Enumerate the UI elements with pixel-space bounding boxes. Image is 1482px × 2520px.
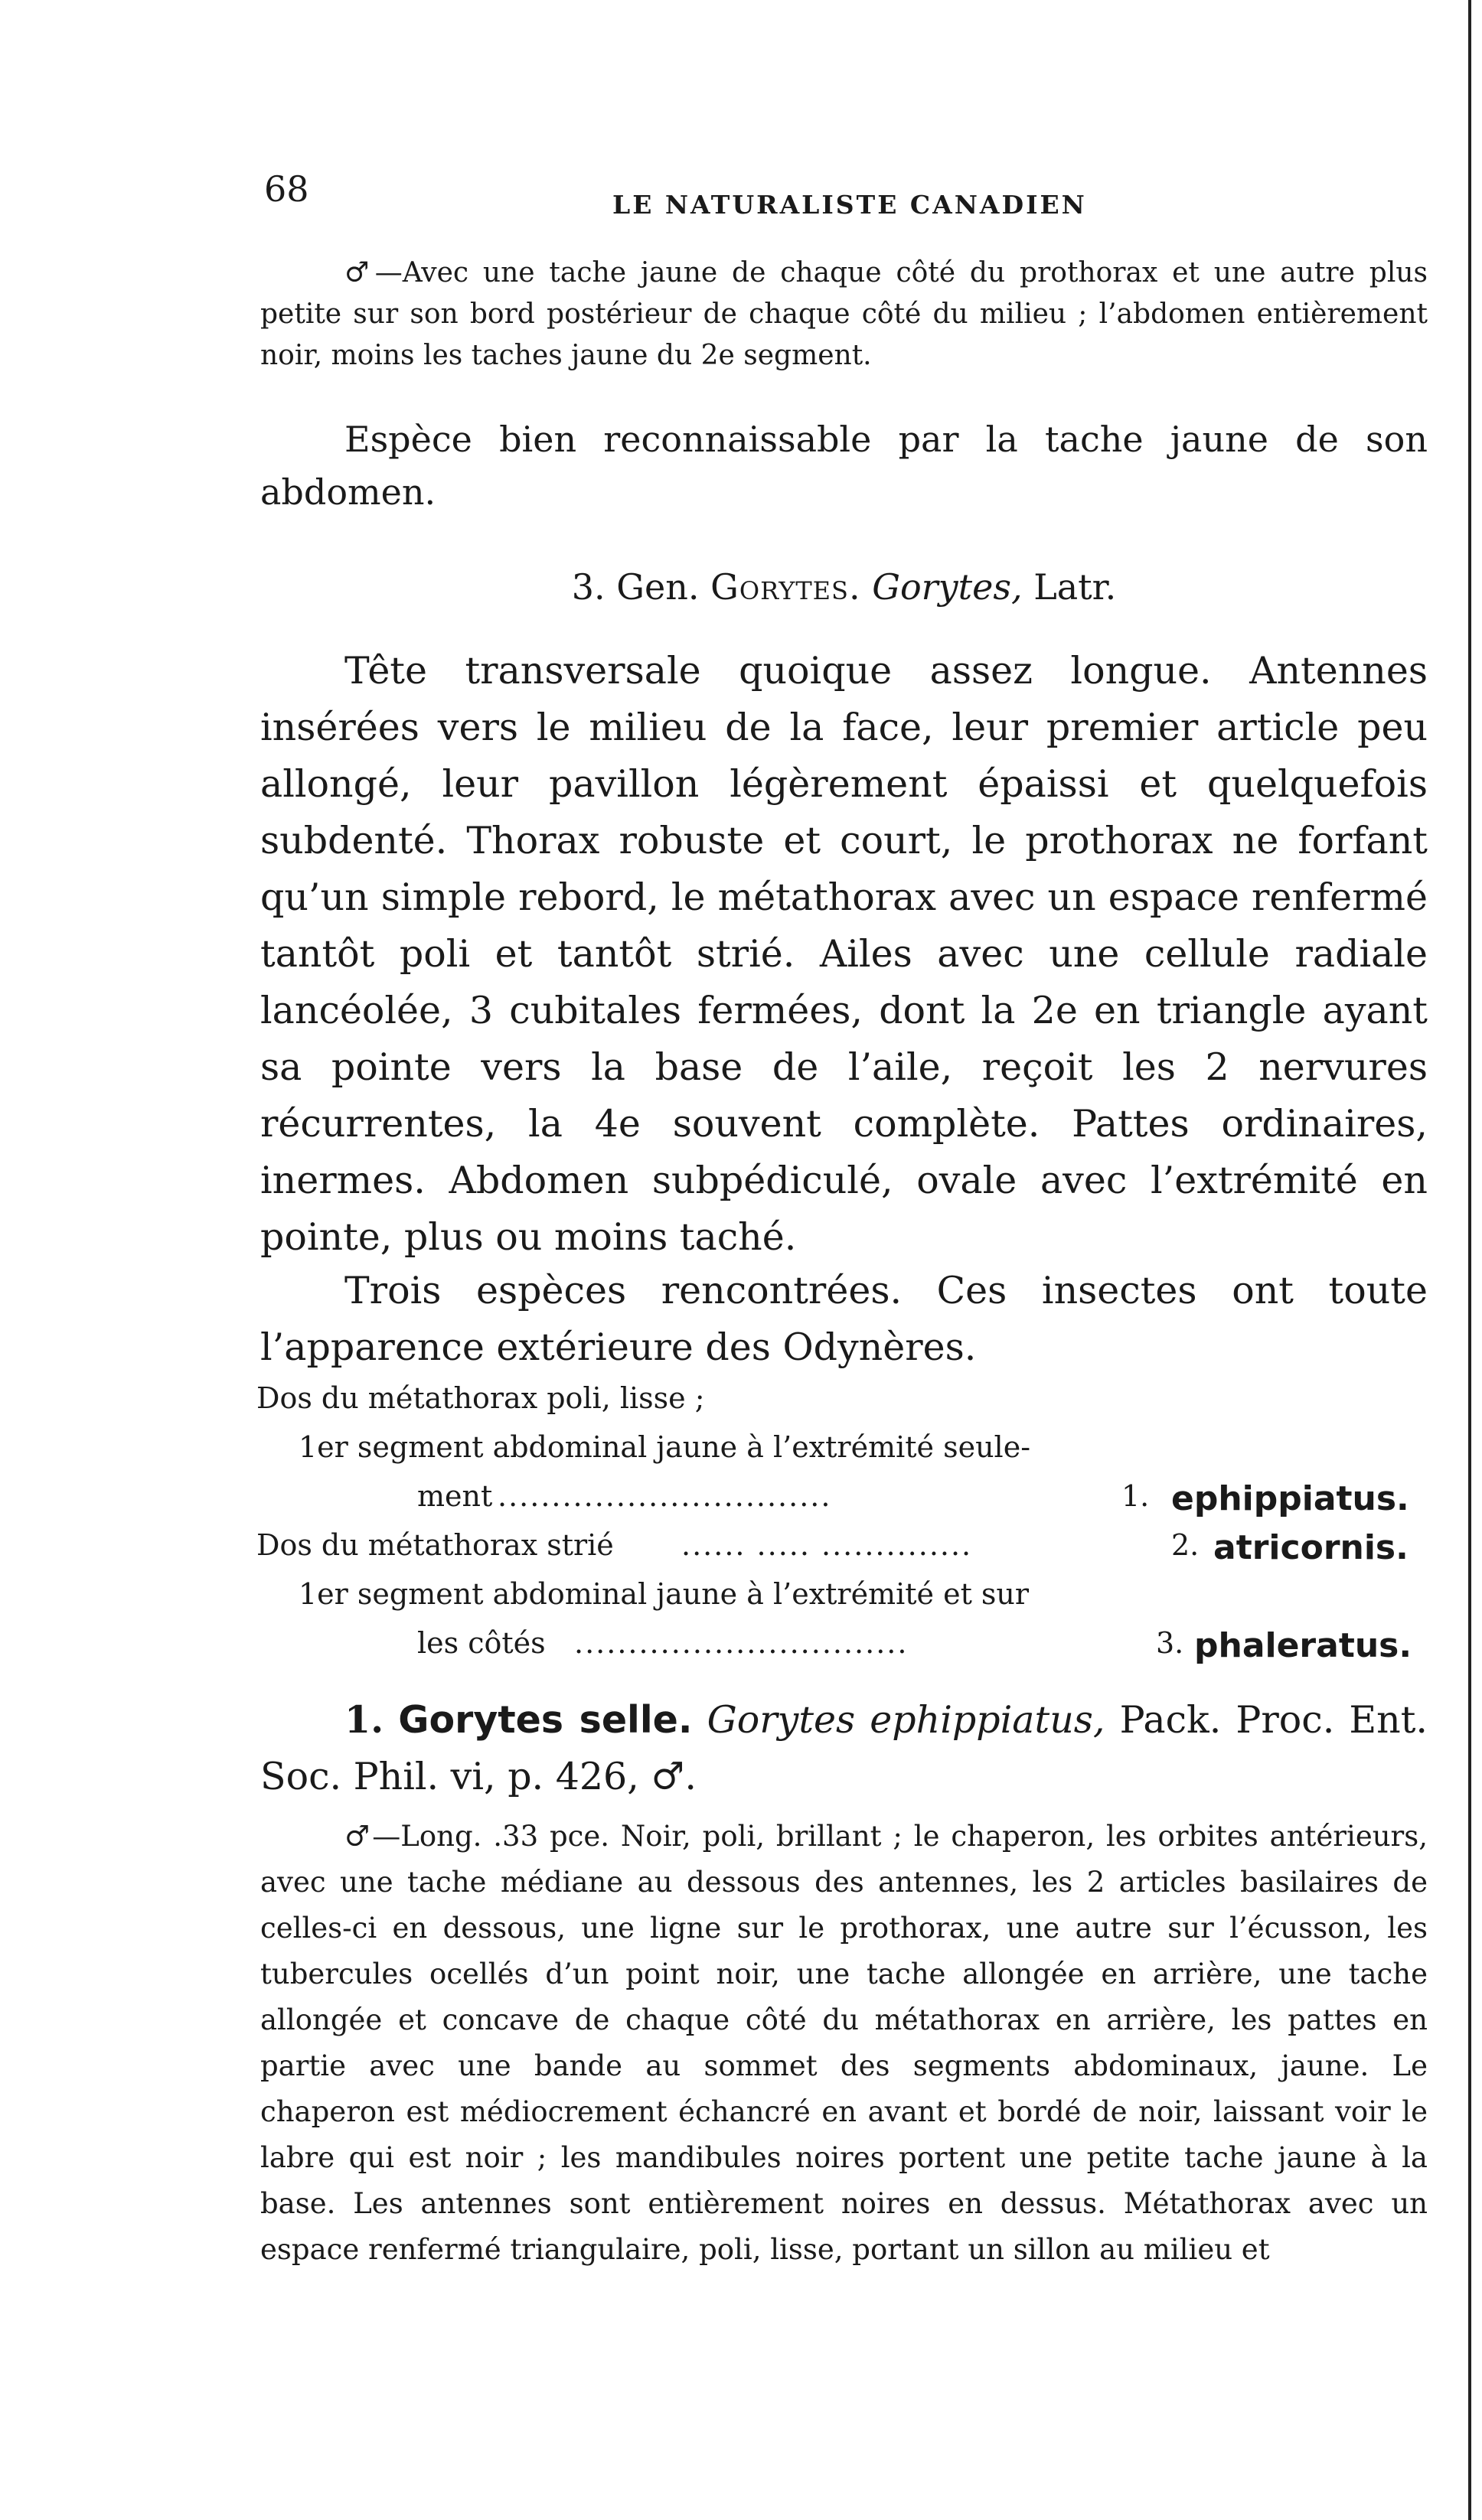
species-citation: Pack. Proc. Ent. Soc. Phil. vi, p. 426, ♂. (260, 1698, 1428, 1798)
species-number: 1. (344, 1697, 384, 1742)
genus-description-paragraph: Tête transversale quoique assez longue. Antennes insérées vers le milieu de la face, leur premier article peu allongé, leur pavillon légèrement épaissi et quelquefois subdenté. Thorax robuste et court, le prothorax ne forfant qu’un simple rebord, le métathorax avec un espace renfermé tantôt poli et tantôt strié. Ailes avec une cellule radiale lancéolée, 3 cubitales fermées, dont la 2e en triangle ayant sa pointe vers la base de l’aile, reçoit les 2 nervures récurrentes, la 4e souvent complète. Pattes ordinaires, inermes. Abdomen subpédiculé, ovale avec l’extrémité en pointe, plus ou moins taché. (260, 649, 1428, 1259)
genus-number: 3. Gen. (571, 566, 700, 608)
genus-heading (260, 566, 1428, 608)
key-line (256, 1430, 1428, 1479)
key-text: 1er segment abdominal jaune à l’extrémité et sur (299, 1577, 1030, 1611)
male-description-paragraph: ♂—Avec une tache jaune de chaque côté du prothorax et une autre plus petite sur son bord postérieur de chaque côté du milieu ; l’abdomen entièrement noir, moins les taches jaune du 2e segment. (260, 257, 1428, 371)
key-number: 2. (1171, 1528, 1200, 1562)
key-line (256, 1381, 1428, 1430)
key-text: Dos du métathorax poli, lisse ; (256, 1381, 705, 1415)
key-leader-dots: ...... ..... .............. (681, 1528, 973, 1562)
key-line (256, 1528, 1428, 1577)
running-title: LE NATURALISTE CANADIEN (612, 190, 1087, 220)
key-text: ment (417, 1479, 493, 1513)
key-leader-dots: ............................... (498, 1479, 832, 1513)
key-species-name: atricornis. (1213, 1528, 1409, 1567)
genus-name-caps: Gorytes. (710, 566, 861, 608)
species-description-paragraph: ♂—Long. .33 pce. Noir, poli, brillant ; le chaperon, les orbites antérieurs, avec une tache médiane au dessous des antennes, les 2 articles basilaires de celles-ci en dessous, une ligne sur le prothorax, une autre sur l’écusson, les tubercules ocellés d’un point noir, une tache allongée en arrière, une tache allongée et concave de chaque côté du métathorax en arrière, les pattes en partie avec une bande au sommet des segments abdominaux, jaune. Le chaperon est médiocrement échancré en avant et bordé de noir, laissant voir le labre qui est noir ; les mandibules noires portent une petite tache jaune à la base. Les antennes sont entièrement noires en dessus. Métathorax avec un espace renfermé triangulaire, poli, lisse, portant un sillon au milieu et (260, 1820, 1428, 2266)
page-edge-rule (1468, 0, 1471, 2520)
key-text: 1er segment abdominal jaune à l’extrémité seule- (299, 1430, 1031, 1464)
species-heading-paragraph (260, 1691, 1428, 1805)
species-latin-name: Gorytes ephippiatus, (707, 1698, 1105, 1742)
key-species-name: phaleratus. (1194, 1626, 1412, 1665)
genus-name-italic: Gorytes, (872, 566, 1023, 608)
key-line (256, 1577, 1428, 1626)
species-common-name: Gorytes selle. (398, 1698, 693, 1742)
key-line (256, 1479, 1428, 1528)
species-remark-paragraph: Espèce bien reconnaissable par la tache jaune de son abdomen. (260, 419, 1428, 513)
species-intro-paragraph: Trois espèces rencontrées. Ces insectes ont toute l’apparence extérieure des Odynères. (260, 1269, 1428, 1369)
species-key (256, 1381, 1428, 1675)
key-species-name: ephippiatus. (1171, 1479, 1409, 1518)
genus-author: Latr. (1033, 566, 1117, 608)
key-number: 3. (1156, 1626, 1184, 1660)
key-number: 1. (1121, 1479, 1150, 1513)
key-text: Dos du métathorax strié (256, 1528, 614, 1562)
key-text: les côtés (417, 1626, 546, 1660)
page-header (264, 168, 1428, 220)
page-number: 68 (264, 168, 309, 210)
key-line (256, 1626, 1428, 1675)
key-leader-dots: ............................... (574, 1626, 909, 1660)
